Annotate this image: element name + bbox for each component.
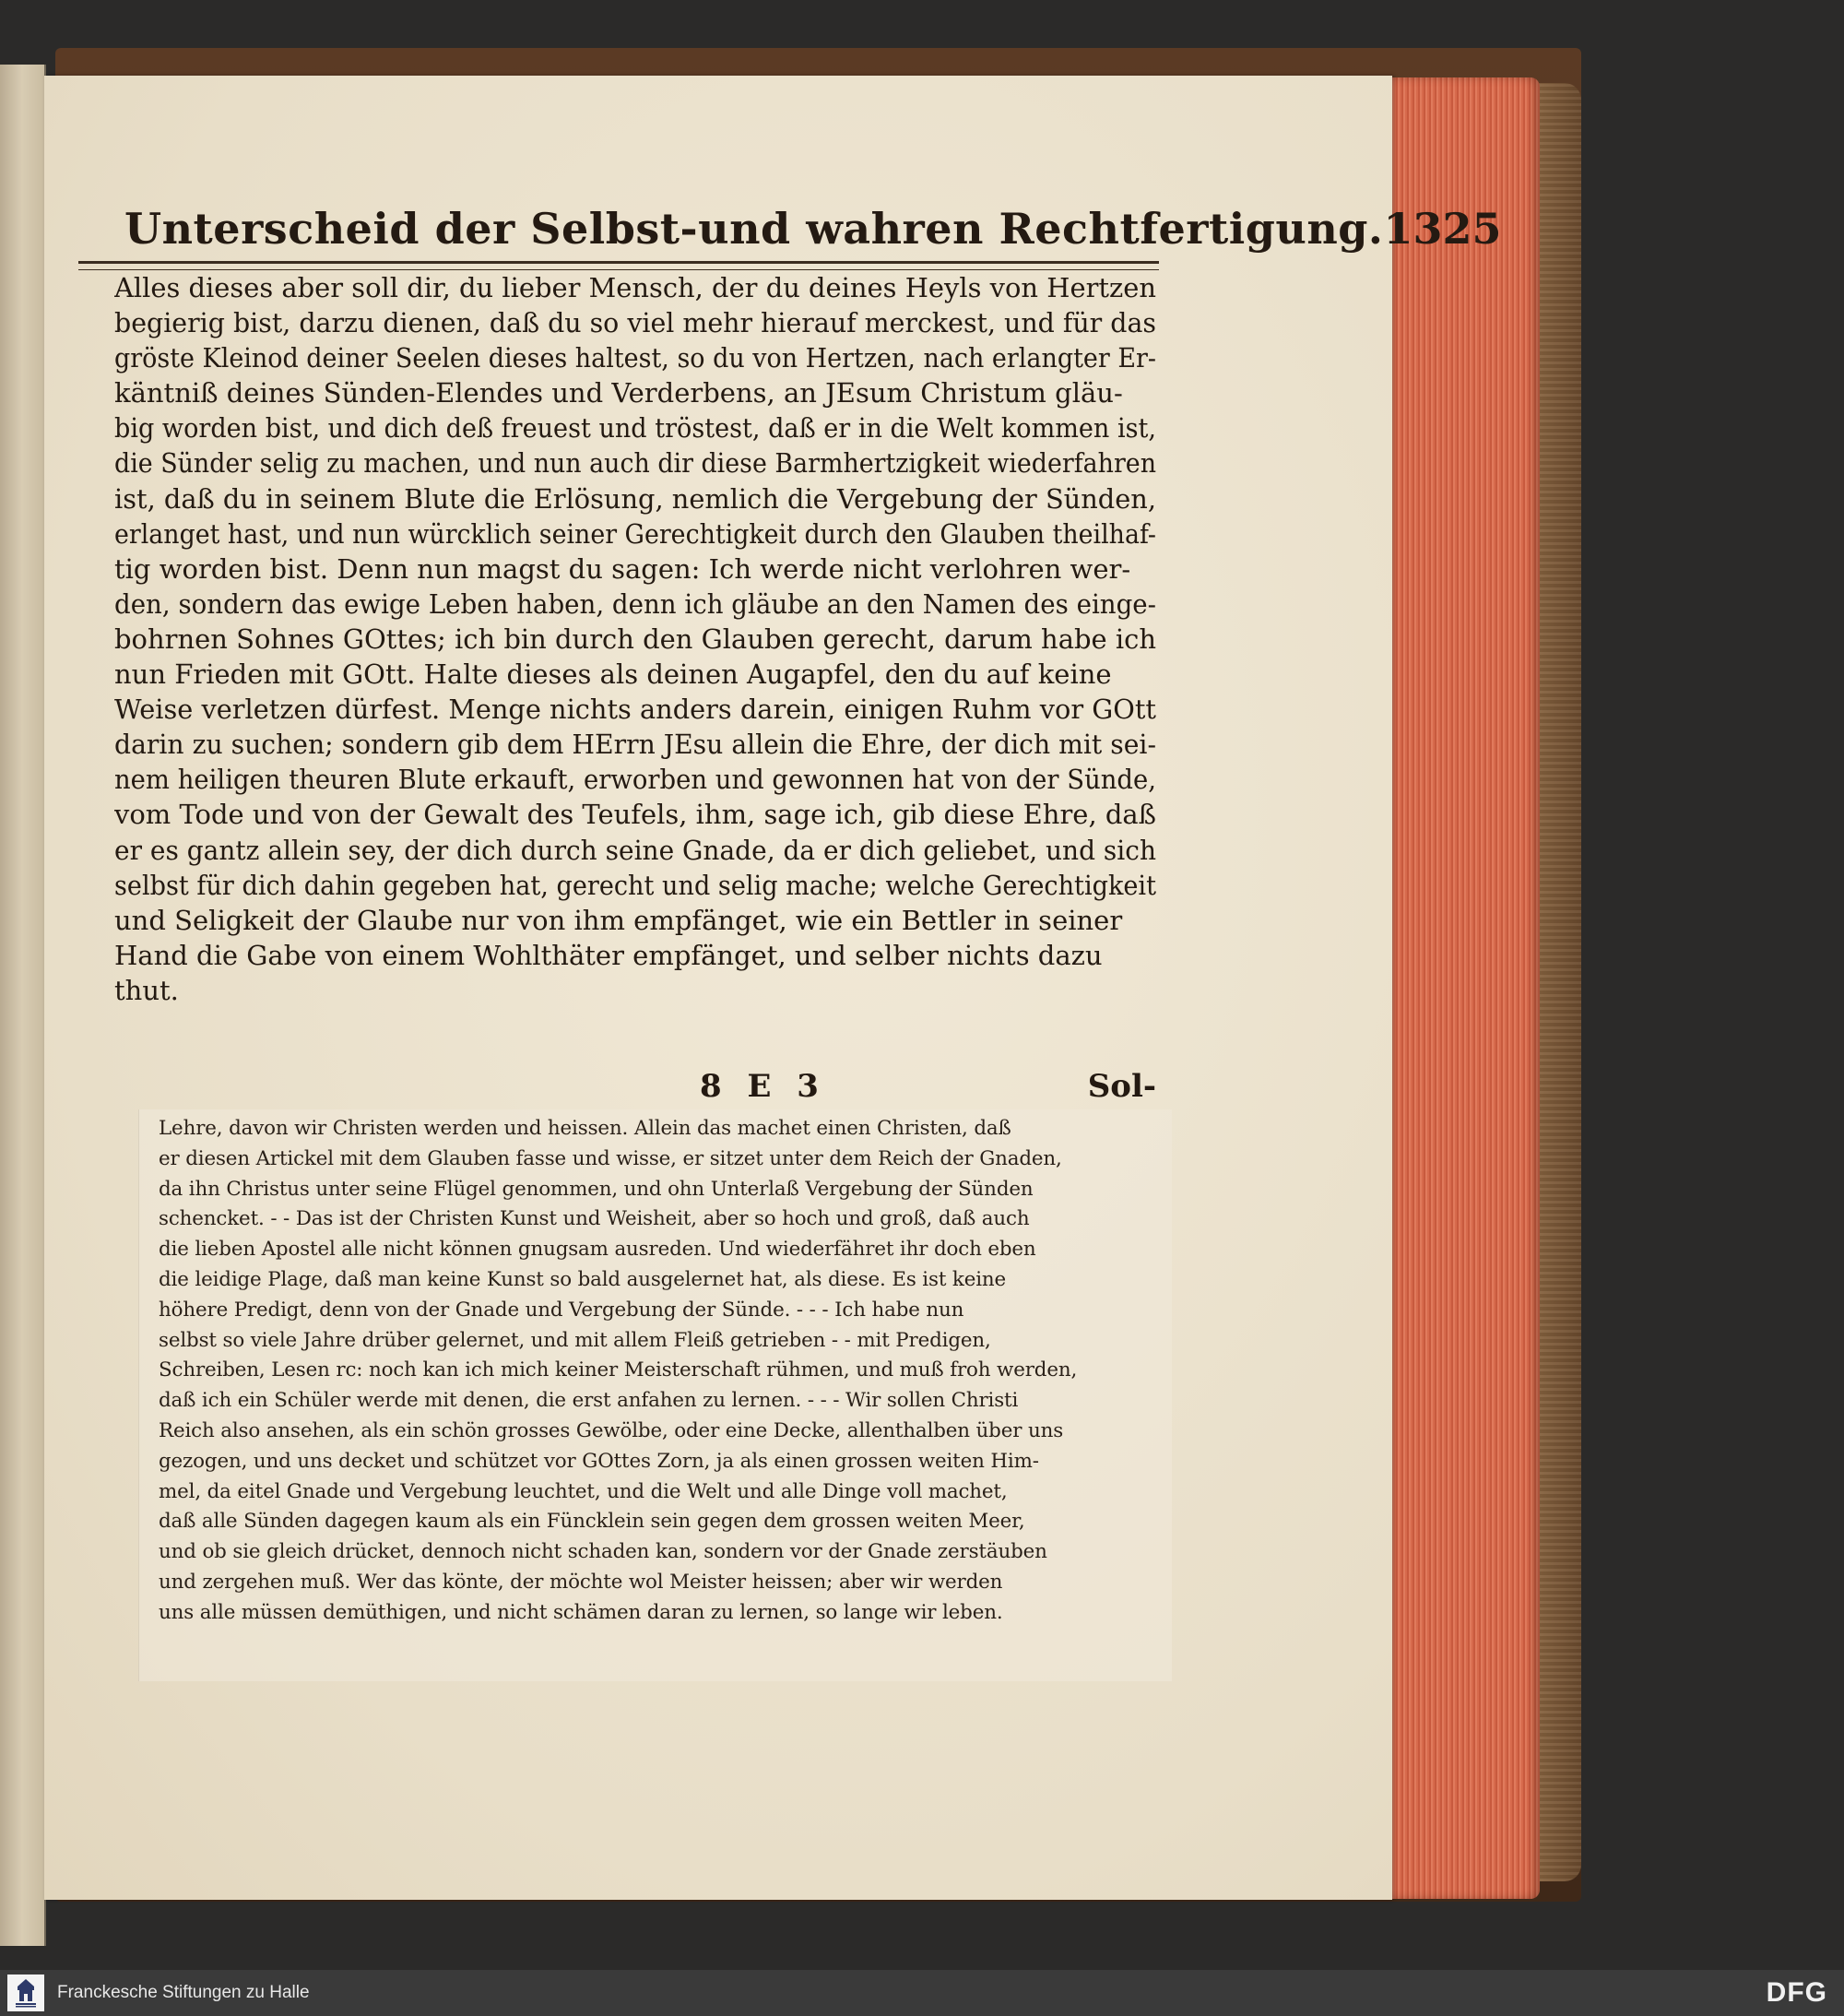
- excerpt-line: und zergehen muß. Wer das könte, der möchte wol Meister heissen; aber wir werden: [159, 1570, 1003, 1594]
- excerpt-line: Lehre, davon wir Christen werden und heissen. Allein das machet einen Christen, daß: [159, 1117, 1011, 1140]
- excerpt-line: die lieben Apostel alle nicht können gnugsam ausreden. Und wiederfähret ihr doch eben: [159, 1238, 1036, 1262]
- footer-institution[interactable]: [7, 1974, 310, 2011]
- text-line: Weise verletzen dürfest. Menge nichts anders darein, einigen Ruhm vor GOtt: [114, 694, 1156, 726]
- text-line: vom Tode und von der Gewalt des Teufels, ihm, sage ich, gib diese Ehre, daß: [114, 799, 1156, 831]
- text-line: darin zu suchen; sondern gib dem HErrn JEsu allein die Ehre, der dich mit sei-: [114, 729, 1156, 761]
- text-line: ist, daß du in seinem Blute die Erlösung, nemlich die Vergebung der Sünden,: [114, 482, 1156, 515]
- main-text-block: [114, 270, 1156, 1008]
- text-line: gröste Kleinod deiner Seelen dieses haltest, so du von Hertzen, nach erlangter Er-: [114, 342, 1156, 374]
- text-line: den, sondern das ewige Leben haben, denn ich gläube an den Namen des einge-: [114, 587, 1156, 620]
- text-line: käntniß deines Sünden-Elendes und Verderbens, an JEsum Christum gläu-: [114, 377, 1123, 409]
- text-line: tig worden bist. Denn nun magst du sagen: Ich werde nicht verlohren wer-: [114, 552, 1131, 585]
- excerpt-line: Reich also ansehen, als ein schön grosses Gewölbe, oder eine Decke, allenthalben über uns: [159, 1418, 1064, 1442]
- head-rule: [78, 261, 1159, 270]
- text-line: begierig bist, darzu dienen, daß du so viel mehr hierauf merckest, und für das: [114, 307, 1156, 339]
- footer-bar: [0, 1970, 1844, 2016]
- running-head-title: Unterscheid der Selbst-und wahren Rechtfertigung.: [124, 204, 1384, 254]
- text-line: erlanget hast, und nun würcklich seiner Gerechtigkeit durch den Glauben theilhaf-: [114, 517, 1156, 550]
- text-line: die Sünder selig zu machen, und nun auch dir diese Barmhertzigkeit wiederfahren: [114, 447, 1156, 480]
- text-line: nem heiligen theuren Blute erkauft, erworben und gewonnen hat von der Sünde,: [114, 764, 1156, 796]
- text-line: er es gantz allein sey, der dich durch seine Gnade, da er dich geliebet, und sich: [114, 834, 1156, 866]
- excerpt-line: die leidige Plage, daß man keine Kunst so bald ausgelernet hat, als diese. Es ist keine: [159, 1267, 1007, 1291]
- catchline: [114, 1068, 1156, 1110]
- text-line: und Seligkeit der Glaube nur von ihm empfänget, wie ein Bettler in seiner: [114, 904, 1123, 936]
- running-head: [124, 189, 1502, 254]
- text-line: big worden bist, und dich deß freuest und tröstest, daß er in die Welt kommen ist,: [114, 412, 1156, 445]
- excerpt-line: gezogen, und uns decket und schützet vor GOttes Zorn, ja als einen grossen weiten Him-: [159, 1449, 1039, 1473]
- excerpt-line: er diesen Artickel mit dem Glauben fasse und wisse, er sitzet unter dem Reich der Gnaden,: [159, 1146, 1062, 1170]
- text-line: Alles dieses aber soll dir, du lieber Mensch, der du deines Heyls von Hertzen: [114, 272, 1156, 303]
- excerpt-line: daß alle Sünden dagegen kaum als ein Füncklein sein gegen dem grossen weiten Meer,: [159, 1510, 1025, 1534]
- signature-mark: 8 E 3: [700, 1068, 826, 1105]
- page-number: 1325: [1383, 204, 1502, 254]
- text-line: bohrnen Sohnes GOttes; ich bin durch den Glauben gerecht, darum habe ich: [114, 623, 1156, 655]
- excerpt-line: höhere Predigt, denn von der Gnade und Vergebung der Sünde. - - - Ich habe nun: [159, 1298, 964, 1322]
- previous-page-edge: [0, 65, 46, 1946]
- excerpt-line: daß ich ein Schüler werde mit denen, die erst anfahen zu lernen. - - - Wir sollen Christi: [159, 1389, 1019, 1413]
- excerpt-line: selbst so viele Jahre drüber gelernet, und mit allem Fleiß getrieben - - mit Predigen,: [159, 1328, 991, 1352]
- franckesche-stiftungen-logo-icon[interactable]: [7, 1974, 44, 2011]
- text-line: nun Frieden mit GOtt. Halte dieses als deinen Augapfel, den du auf keine: [114, 658, 1112, 691]
- excerpt-line: uns alle müssen demüthigen, und nicht schämen daran zu lernen, so lange wir leben.: [159, 1600, 1003, 1624]
- text-line: thut.: [114, 974, 179, 1006]
- excerpt-line: mel, da eitel Gnade und Vergebung leuchtet, und die Welt und alle Dinge voll machet,: [159, 1479, 1008, 1503]
- excerpt-text-block: [159, 1114, 1154, 1629]
- catchword: Sol-: [1087, 1068, 1156, 1105]
- dfg-logo[interactable]: DFG: [1766, 1977, 1827, 2008]
- institution-name[interactable]: Franckesche Stiftungen zu Halle: [57, 1983, 310, 2002]
- excerpt-line: schencket. - - Das ist der Christen Kunst und Weisheit, aber so hoch und groß, daß auch: [159, 1207, 1030, 1231]
- text-line: Hand die Gabe von einem Wohlthäter empfänget, und selber nichts dazu: [114, 939, 1103, 971]
- text-line: selbst für dich dahin gegeben hat, gerecht und selig mache; welche Gerechtigkeit: [114, 869, 1156, 901]
- excerpt-line: Schreiben, Lesen rc: noch kan ich mich keiner Meisterschaft rühmen, und muß froh werden,: [159, 1358, 1078, 1382]
- red-page-edges: [1383, 77, 1540, 1899]
- excerpt-line: und ob sie gleich drücket, dennoch nicht schaden kan, sondern vor der Gnade zerstäuben: [159, 1540, 1047, 1564]
- excerpt-line: da ihn Christus unter seine Flügel genommen, und ohn Unterlaß Vergebung der Sünden: [159, 1177, 1034, 1201]
